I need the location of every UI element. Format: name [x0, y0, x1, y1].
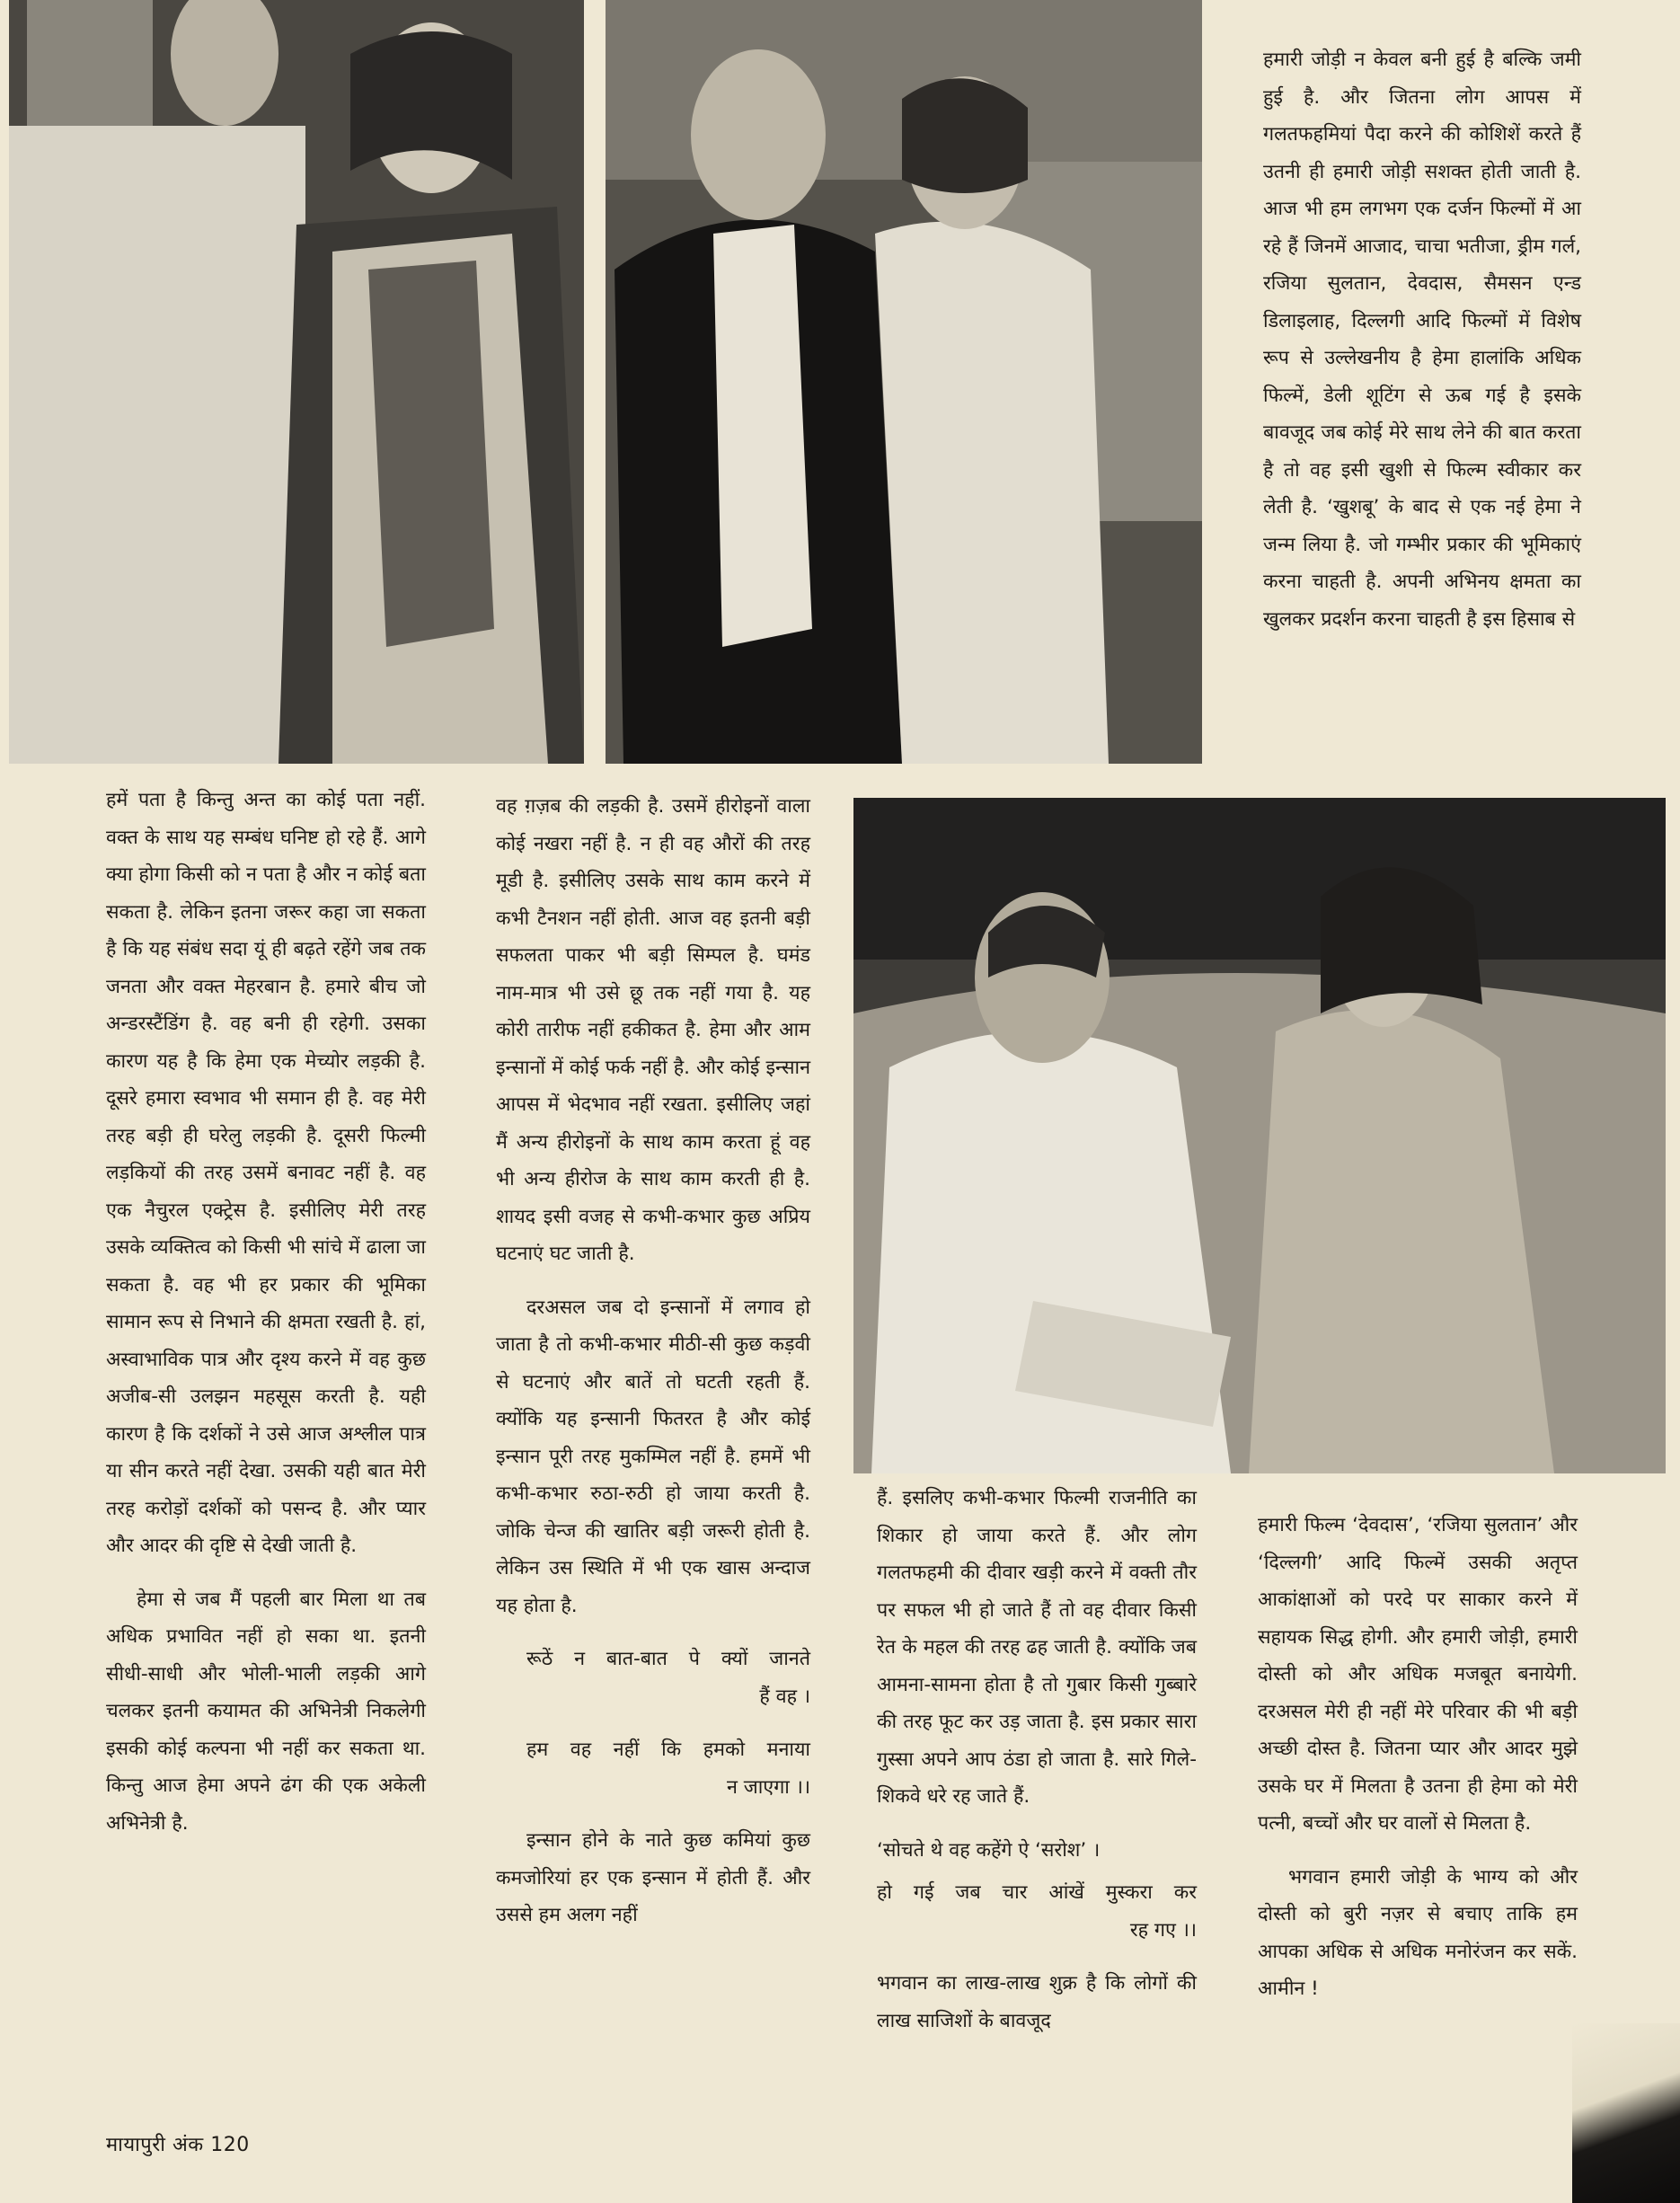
- photo-middle-right: [853, 798, 1666, 1473]
- paragraph: भगवान का लाख-लाख शुक्र है कि लोगों की लाख साजिशों के बावजूद: [877, 1972, 1197, 2032]
- paragraph: दरअसल जब दो इन्सानों में लगाव हो जाता है तो कभी-कभार मीठी-सी कुछ कड़वी से घटनाएं और बातें तो घटती रहती हैं. क्योंकि यह इन्सानी फितरत है और कोई इन्सान पूरी तरह मुकम्मिल नहीं है. हममें भी कभी-कभार रुठा-रुठी हो जाया करती है. जोकि चेन्ज की खातिर बड़ी जरूरी होती है. लेकिन उस स्थिति में भी एक खास अन्दाज यह होता है.: [496, 1296, 810, 1617]
- page-corner-shadow: [1572, 2023, 1680, 2203]
- text-column-top-right: [1263, 41, 1581, 638]
- text-column-1: [106, 782, 426, 1842]
- photo-top-left: [9, 0, 584, 764]
- verse: [877, 1832, 1197, 1870]
- photo-top-left-illustration: [9, 0, 584, 764]
- paragraph: भगवान हमारी जोड़ी के भाग्य को और दोस्ती को बुरी नज़र से बचाए ताकि हम आपका अधिक से अधिक मनोरंजन कर सकें. आमीन !: [1258, 1865, 1578, 2000]
- verse: [877, 1874, 1197, 1949]
- verse-line: हो गई जब चार आंखें मुस्करा कर: [877, 1881, 1197, 1904]
- verse-line: रूठें न बात-बात पे क्यों जानते: [526, 1648, 810, 1670]
- paragraph: वह ग़ज़ब की लड़की है. उसमें हीरोइनों वाला कोई नखरा नहीं है. न ही वह औरों की तरह मूडी है. इसीलिए उसके साथ काम करने में कभी टैनशन नहीं होती. आज वह इतनी बड़ी सफलता पाकर भी बड़ी सिम्पल है. घमंड नाम-मात्र भी उसे छू तक नहीं गया है. यह कोरी तारीफ नहीं हकीकत है. हेमा और आम इन्सानों में कोई फर्क नहीं है. और कोई इन्सान आपस में भेदभाव नहीं रखता. इसीलिए जहां मैं अन्य हीरोइनों के साथ काम करता हूं वह भी अन्य हीरोज के साथ काम करती ही है. शायद इसी वजह से कभी-कभार कुछ अप्रिय घटनाएं घट जाती है.: [496, 795, 810, 1265]
- paragraph: हेमा से जब मैं पहली बार मिला था तब अधिक प्रभावित नहीं हो सका था. इतनी सीधी-साधी और भोली-भाली लड़की आगे चलकर इतनी कयामत की अभिनेत्री निकलेगी इसकी कोई कल्पना भी नहीं कर सकता था. किन्तु आज हेमा अपने ढंग की एक अकेली अभिनेत्री है.: [106, 1588, 426, 1835]
- verse-line: हम वह नहीं कि हमको मनाया: [526, 1739, 810, 1761]
- verse-line: रह गए ।।: [1129, 1918, 1197, 1942]
- page-folio: मायापुरी अंक 120: [106, 2134, 250, 2156]
- verse: [496, 1641, 810, 1715]
- photo-middle-right-illustration: [853, 798, 1666, 1473]
- verse-line: ‘सोचते थे वह कहेंगे ऐ ‘सरोश’ ।: [877, 1838, 1101, 1862]
- verse-line: न जाएगा ।।: [727, 1775, 810, 1799]
- paragraph: इन्सान होने के नाते कुछ कमियां कुछ कमजोरियां हर एक इन्सान में होती हैं. और उससे हम अलग नहीं: [496, 1829, 810, 1926]
- text-column-3: [877, 1480, 1197, 2039]
- text-column-2: [496, 788, 810, 1934]
- paragraph: हैं. इसलिए कभी-कभार फिल्मी राजनीति का शिकार हो जाया करते हैं. और लोग गलतफहमी की दीवार खड़ी करने में वक्ती तौर पर सफल भी हो जाते हैं तो वह दीवार किसी रेत के महल की तरह ढह जाती है. क्योंकि जब आमना-सामना होता है तो गुबार किसी गुब्बारे की तरह फूट कर उड़ जाता है. इस प्रकार सारा गुस्सा अपने आप ठंडा हो जाता है. सारे गिले-शिकवे धरे रह जाते हैं.: [877, 1487, 1197, 1808]
- paragraph: हमारी फिल्म ‘देवदास’, ‘रजिया सुलतान’ और ‘दिल्लगी’ आदि फिल्में उसकी अतृप्त आकांक्षाओं को परदे पर साकार करने में सहायक सिद्ध होगी. और हमारी जोड़ी, हमारी दोस्ती को और अधिक मजबूत बनायेगी. दरअसल मेरी ही नहीं मेरे परिवार की भी बड़ी अच्छी दोस्त है. जितना प्यार और आदर मुझे उसके घर में मिलता है उतना ही हेमा को मेरी पत्नी, बच्चों और घर वालों से मिलता है.: [1258, 1514, 1578, 1835]
- text-column-4: [1258, 1507, 1578, 2008]
- photo-top-middle-illustration: [606, 0, 1202, 764]
- paragraph: हमें पता है किन्तु अन्त का कोई पता नहीं. वक्त के साथ यह सम्बंध घनिष्ट हो रहे हैं. आगे क्या होगा किसी को न पता है और न कोई बता सकता है. लेकिन इतना जरूर कहा जा सकता है कि यह संबंध सदा यूं ही बढ़ते रहेंगे जब तक जनता और वक्त मेहरबान है. हमारे बीच जो अन्डरस्टैंडिंग है. वह बनी ही रहेगी. उसका कारण यह है कि हेमा एक मेच्योर लड़की है. दूसरे हमारा स्वभाव भी समान ही है. वह मेरी तरह बड़ी ही घरेलु लड़की है. दूसरी फिल्मी लड़कियों की तरह उसमें बनावट नहीं है. वह एक नैचुरल एक्ट्रेस है. इसीलिए मेरी तरह उसके व्यक्तित्व को किसी भी सांचे में ढाला जा सकता है. वह भी हर प्रकार की भूमिका सामान रूप से निभाने की क्षमता रखती है. हां, अस्वाभाविक पात्र और दृश्य करने में वह कुछ अजीब-सी उलझन महसूस करती है. यही कारण है कि दर्शकों ने उसे आज अश्लील पात्र या सीन करते नहीं देखा. उसकी यही बात मेरी तरह करोड़ों दर्शकों को पसन्द है. और प्यार और आदर की दृष्टि से देखी जाती है.: [106, 789, 426, 1557]
- photo-top-middle: [606, 0, 1202, 764]
- verse-line: हैं वह ।: [759, 1685, 810, 1708]
- paragraph: हमारी जोड़ी न केवल बनी हुई है बल्कि जमी हुई है. और जितना लोग आपस में गलतफहमियां पैदा करने की कोशिशें करते हैं उतनी ही हमारी जोड़ी सशक्त होती जाती है. आज भी हम लगभग एक दर्जन फिल्मों में आ रहे हैं जिनमें आजाद, चाचा भतीजा, ड्रीम गर्ल, रजिया सुलतान, देवदास, सैमसन एन्ड डिलाइलाह, दिल्लगी आदि फिल्मों में विशेष रूप से उल्लेखनीय है हेमा हालांकि अधिक फिल्में, डेली शूटिंग से ऊब गई है इसके बावजूद जब कोई मेरे साथ लेने की बात करता है तो वह इसी खुशी से फिल्म स्वीकार कर लेती है. ‘खुशबू’ के बाद से एक नई हेमा ने जन्म लिया है. जो गम्भीर प्रकार की भूमिकाएं करना चाहती है. अपनी अभिनय क्षमता का खुलकर प्रदर्शन करना चाहती है इस हिसाब से: [1263, 49, 1581, 631]
- verse: [496, 1731, 810, 1806]
